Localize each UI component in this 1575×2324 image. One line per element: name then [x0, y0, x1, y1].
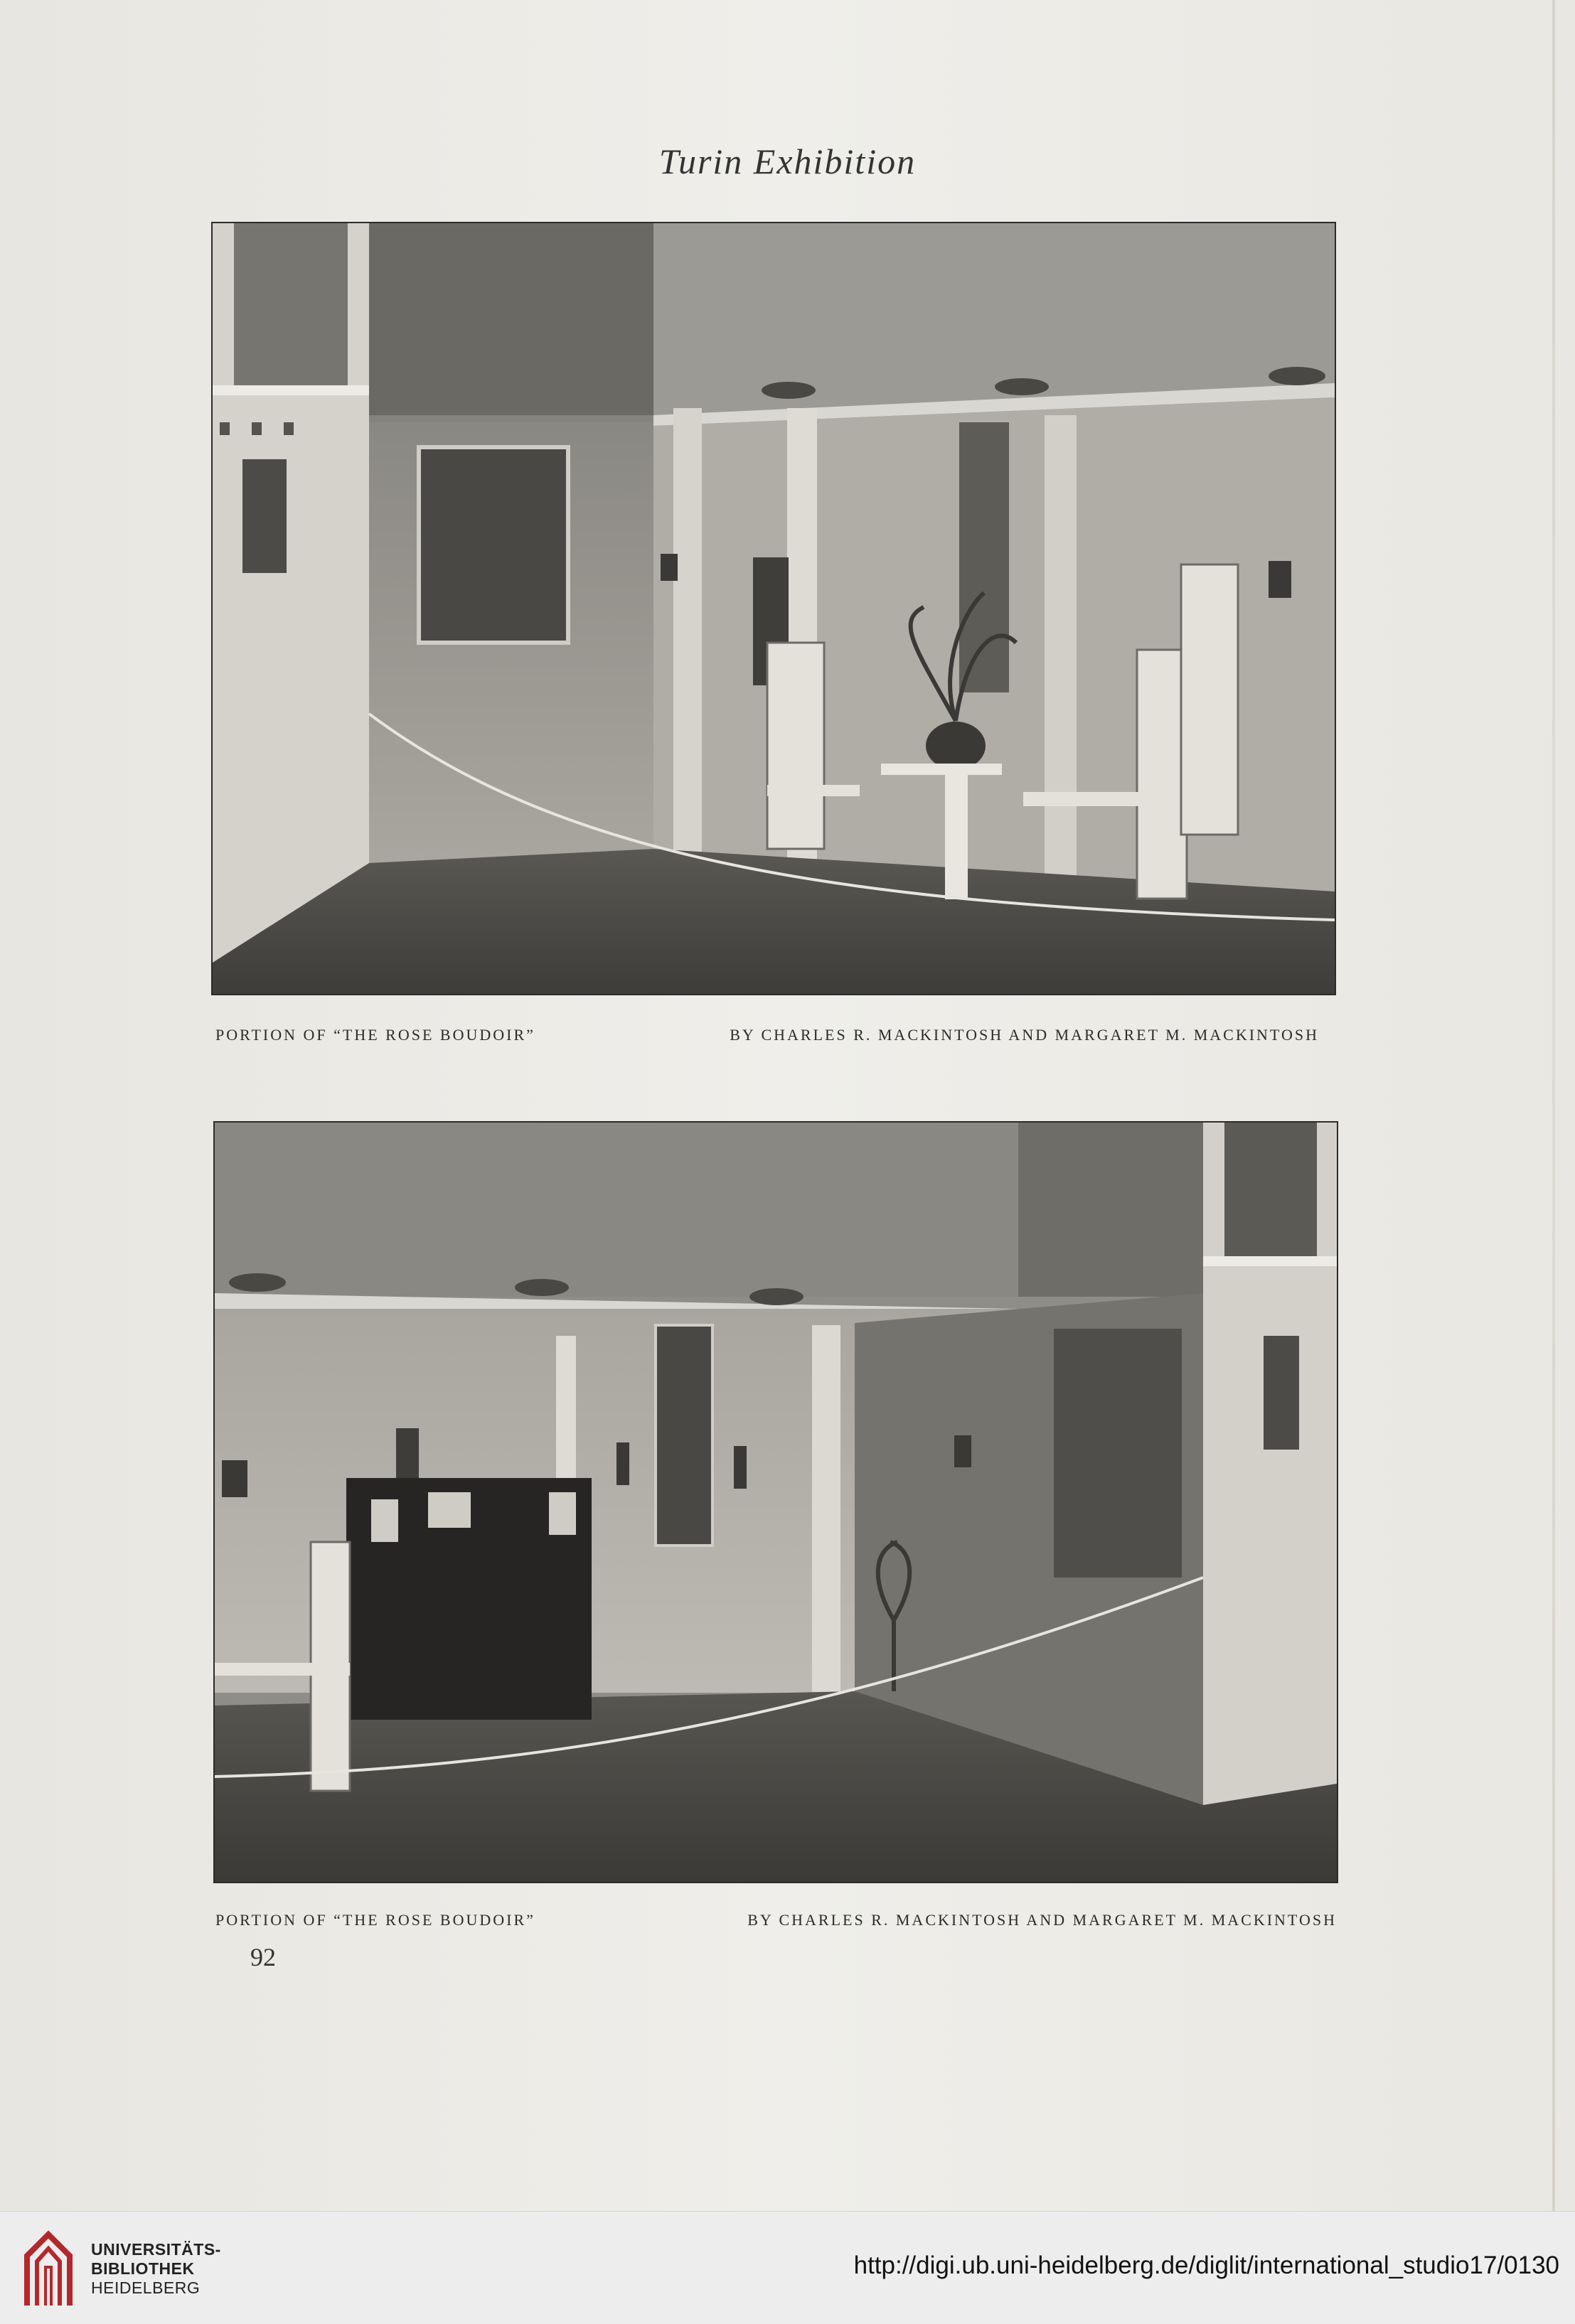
- page-number: 92: [250, 1943, 276, 1971]
- photo-plate-top: [211, 222, 1336, 995]
- library-name: [91, 2240, 221, 2298]
- digitization-footer: [0, 2211, 1575, 2324]
- photo-plate-bottom: [213, 1121, 1338, 1883]
- plate-1-caption-title: PORTION OF “THE ROSE BOUDOIR”: [215, 1026, 535, 1044]
- boudoir-photo-2: [215, 1123, 1337, 1882]
- source-url-link[interactable]: http://digi.ub.uni-heidelberg.de/diglit/international_studio17/0130: [853, 2251, 1559, 2279]
- plate-1-caption-credit: BY CHARLES R. MACKINTOSH AND MARGARET M. MACKINTOSH: [730, 1026, 1319, 1044]
- library-name-line3: HEIDELBERG: [91, 2279, 201, 2297]
- library-logo-icon: [20, 2227, 77, 2311]
- plate-2-caption-credit: BY CHARLES R. MACKINTOSH AND MARGARET M. MACKINTOSH: [747, 1911, 1337, 1929]
- boudoir-photo-1: [213, 223, 1335, 994]
- plate-2-caption-title: PORTION OF “THE ROSE BOUDOIR”: [215, 1911, 535, 1929]
- running-head: Turin Exhibition: [658, 141, 917, 181]
- library-name-line2: BIBLIOTHEK: [91, 2259, 195, 2278]
- library-name-line1: UNIVERSITÄTS-: [91, 2240, 221, 2259]
